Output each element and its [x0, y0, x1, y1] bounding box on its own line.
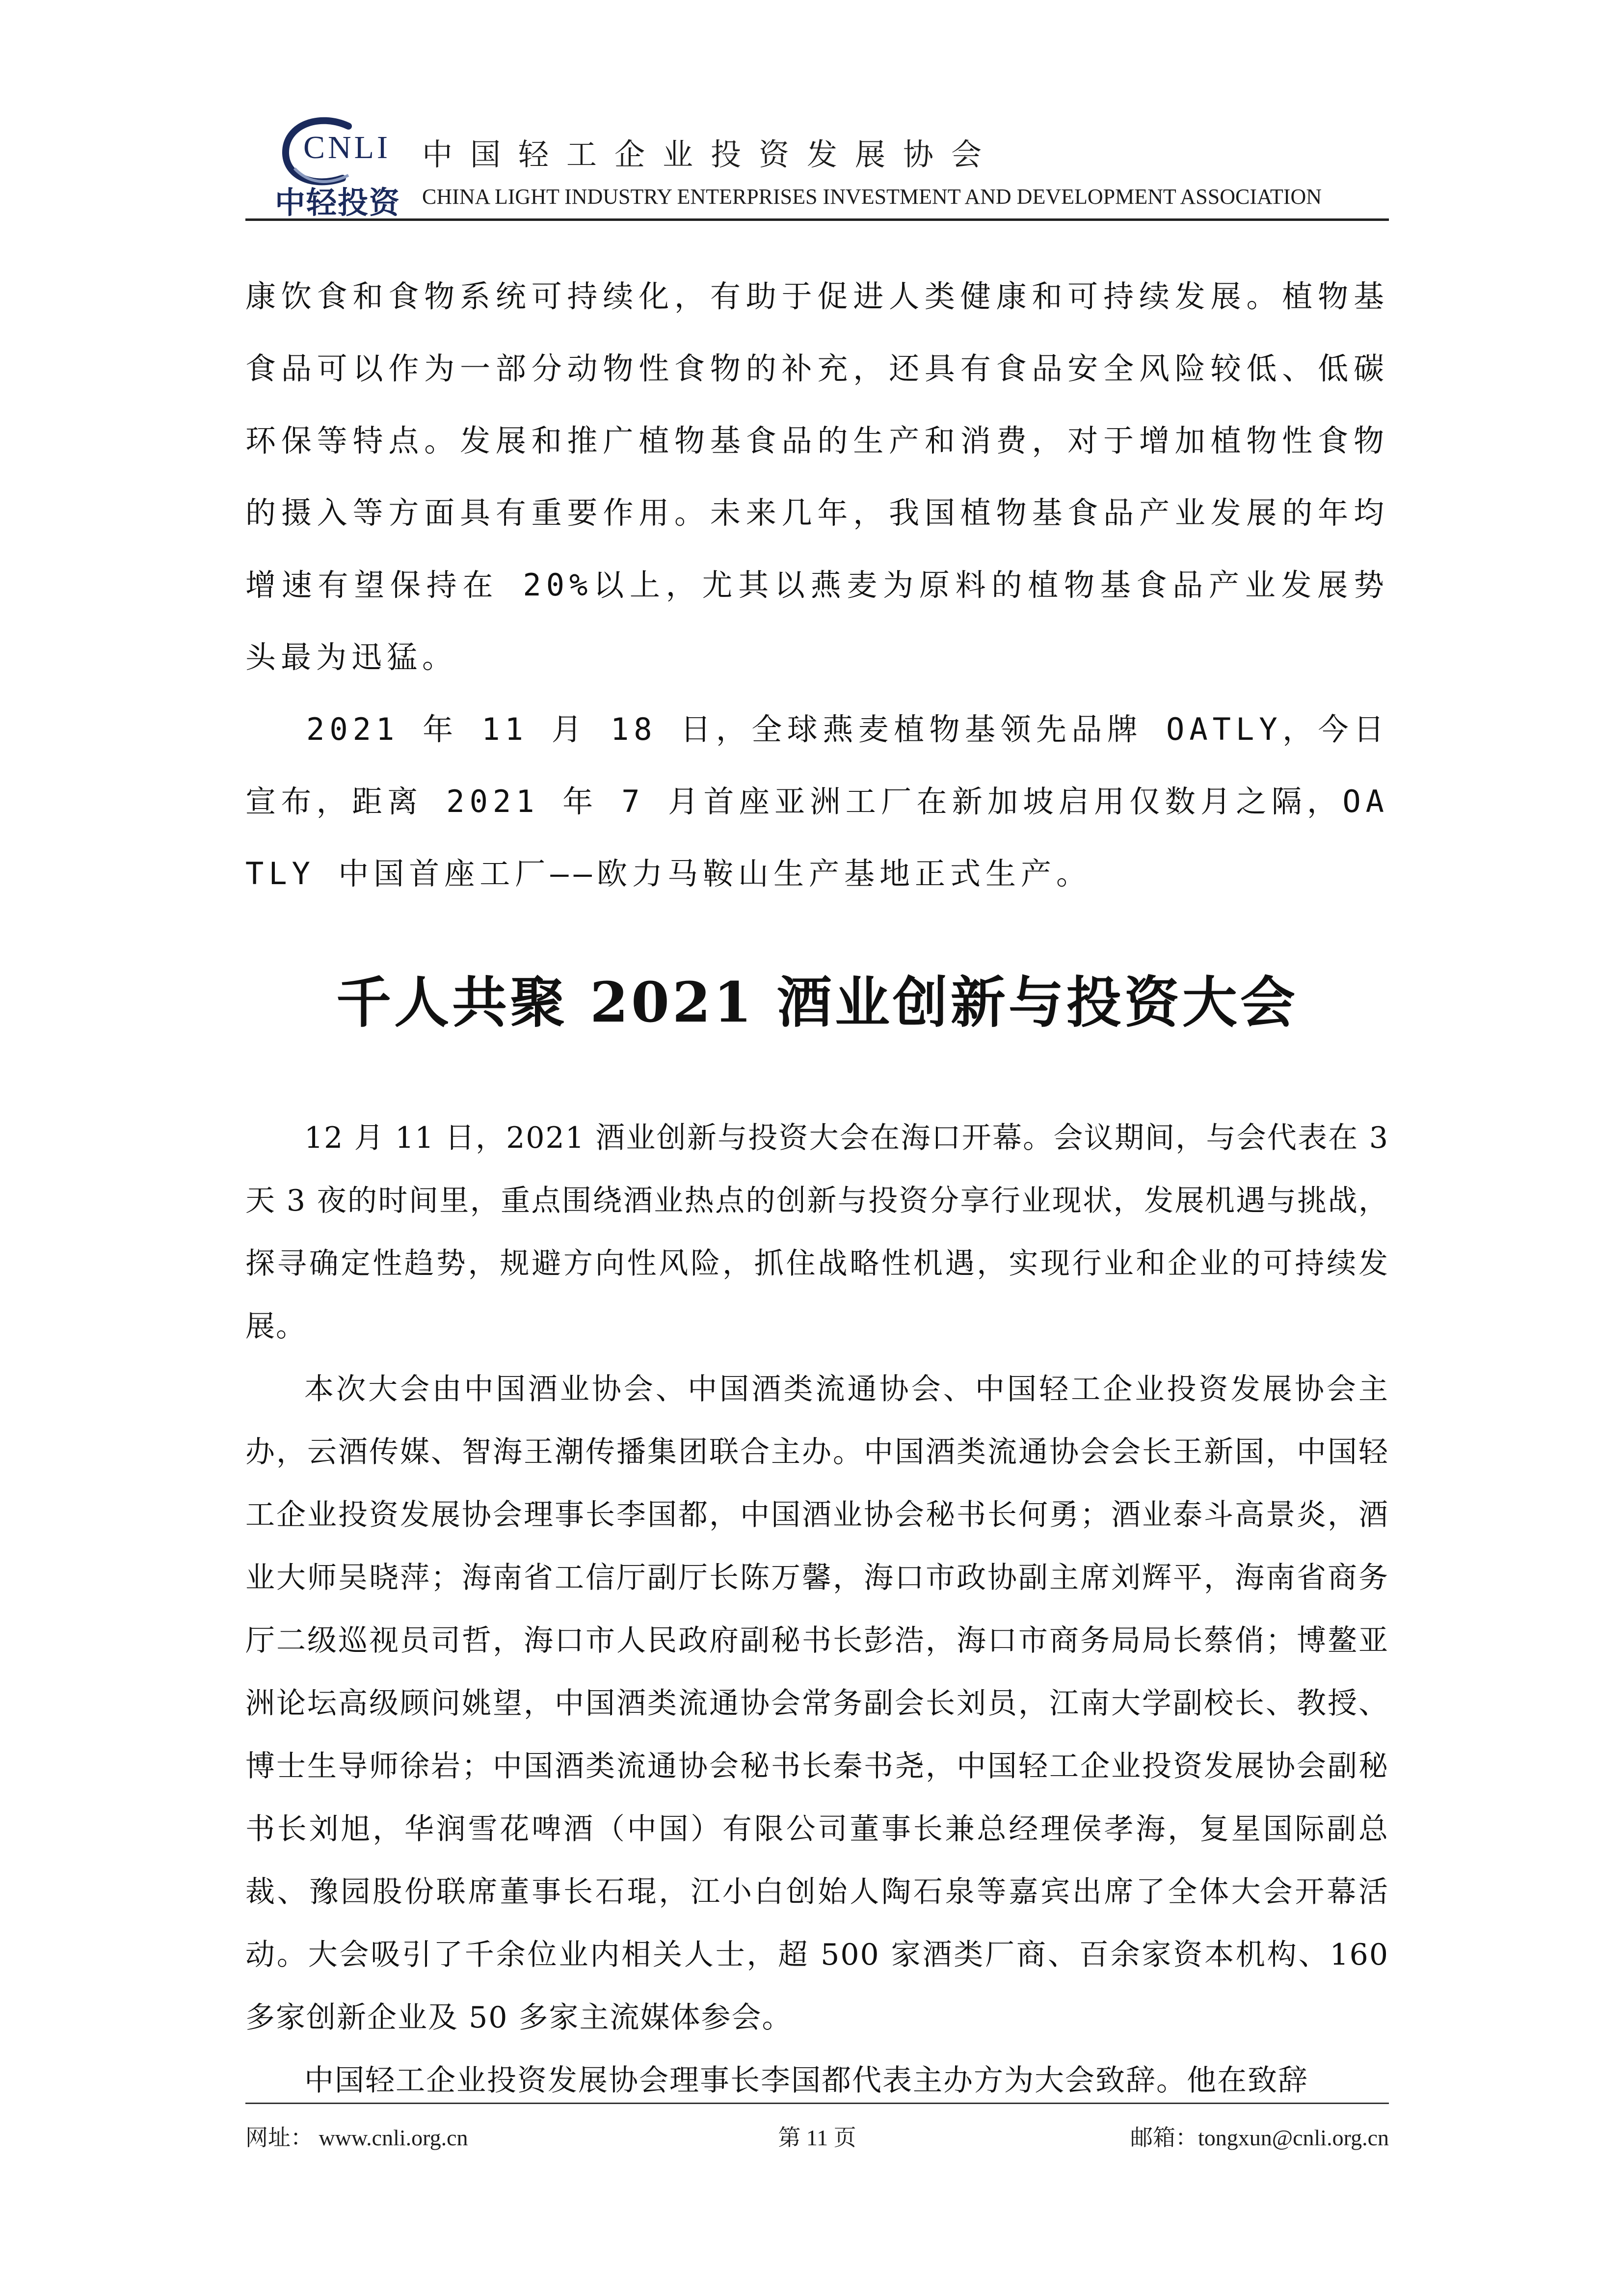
paragraph: 中国轻工企业投资发展协会理事长李国都代表主办方为大会致辞。他在致辞 [304, 2063, 1308, 2098]
page-header [245, 110, 1389, 218]
page-content [245, 260, 1389, 2112]
page-number: 第 11 页 [778, 2125, 856, 2150]
footer-website: 网址： www.cnli.org.cn [245, 2125, 468, 2150]
paragraph: 2021 年 11 月 18 日，全球燕麦植物基领先品牌 OATLY，今日宣布，距离 2021 年 7 月首座亚洲工厂在新加坡启用仅数月之隔，OATLY 中国首座工厂——欧力马鞍山生产基地正式生产。 [245, 711, 1389, 891]
org-name-chinese: 中国轻工企业投资发展协会 [422, 136, 1000, 172]
page-footer [245, 2120, 1389, 2154]
paragraph: 康饮食和食物系统可持续化，有助于促进人类健康和可持续发展。植物基食品可以作为一部分动物性食物的补充，还具有食品安全风险较低、低碳环保等特点。发展和推广植物基食品的生产和消费，对于增加植物性食物的摄入等方面具有重要作用。未来几年，我国植物基食品产业发展的年均增速有望保持在 20%以上，尤其以燕麦为原料的植物基食品产业发展势头最为迅猛。 [245, 278, 1389, 675]
logo-wordmark: CNLI [303, 130, 391, 165]
article-body [245, 1107, 1389, 2112]
article-continuation [245, 260, 1389, 910]
footer-divider [245, 2103, 1389, 2104]
paragraph: 12 月 11 日，2021 酒业创新与投资大会在海口开幕。会议期间，与会代表在 3 天 3 夜的时间里，重点围绕酒业热点的创新与投资分享行业现状，发展机遇与挑战，探寻确定性趋势，规避方向性风险，抓住战略性机遇，实现行业和企业的可持续发展。 [245, 1121, 1389, 1344]
logo-chinese-text: 中轻投资 [275, 185, 401, 220]
cnli-logo [275, 115, 407, 218]
footer-email: 邮箱：tongxun@cnli.org.cn [1130, 2125, 1389, 2150]
header-divider [245, 218, 1389, 221]
org-name-english: CHINA LIGHT INDUSTRY ENTERPRISES INVESTMENT AND DEVELOPMENT ASSOCIATION [422, 185, 1322, 209]
paragraph: 本次大会由中国酒业协会、中国酒类流通协会、中国轻工企业投资发展协会主办，云酒传媒、智海王潮传播集团联合主办。中国酒类流通协会会长王新国，中国轻工企业投资发展协会理事长李国都，中国酒业协会秘书长何勇；酒业泰斗高景炎，酒业大师吴晓萍；海南省工信厅副厅长陈万馨，海口市政协副主席刘辉平，海南省商务厅二级巡视员司哲，海口市人民政府副秘书长彭浩，海口市商务局局长蔡俏；博鳌亚洲论坛高级顾问姚望，中国酒类流通协会常务副会长刘员，江南大学副校长、教授、博士生导师徐岩；中国酒类流通协会秘书长秦书尧，中国轻工企业投资发展协会副秘书长刘旭，华润雪花啤酒（中国）有限公司董事长兼总经理侯孝海，复星国际副总裁、豫园股份联席董事长石琨，江小白创始人陶石泉等嘉宾出席了全体大会开幕活动。大会吸引了千余位业内相关人士，超 500 家酒类厂商、百余家资本机构、160 多家创新企业及 50 多家主流媒体参会。 [245, 1372, 1389, 2035]
article-headline: 千人共聚 2021 酒业创新与投资大会 [336, 971, 1298, 1035]
